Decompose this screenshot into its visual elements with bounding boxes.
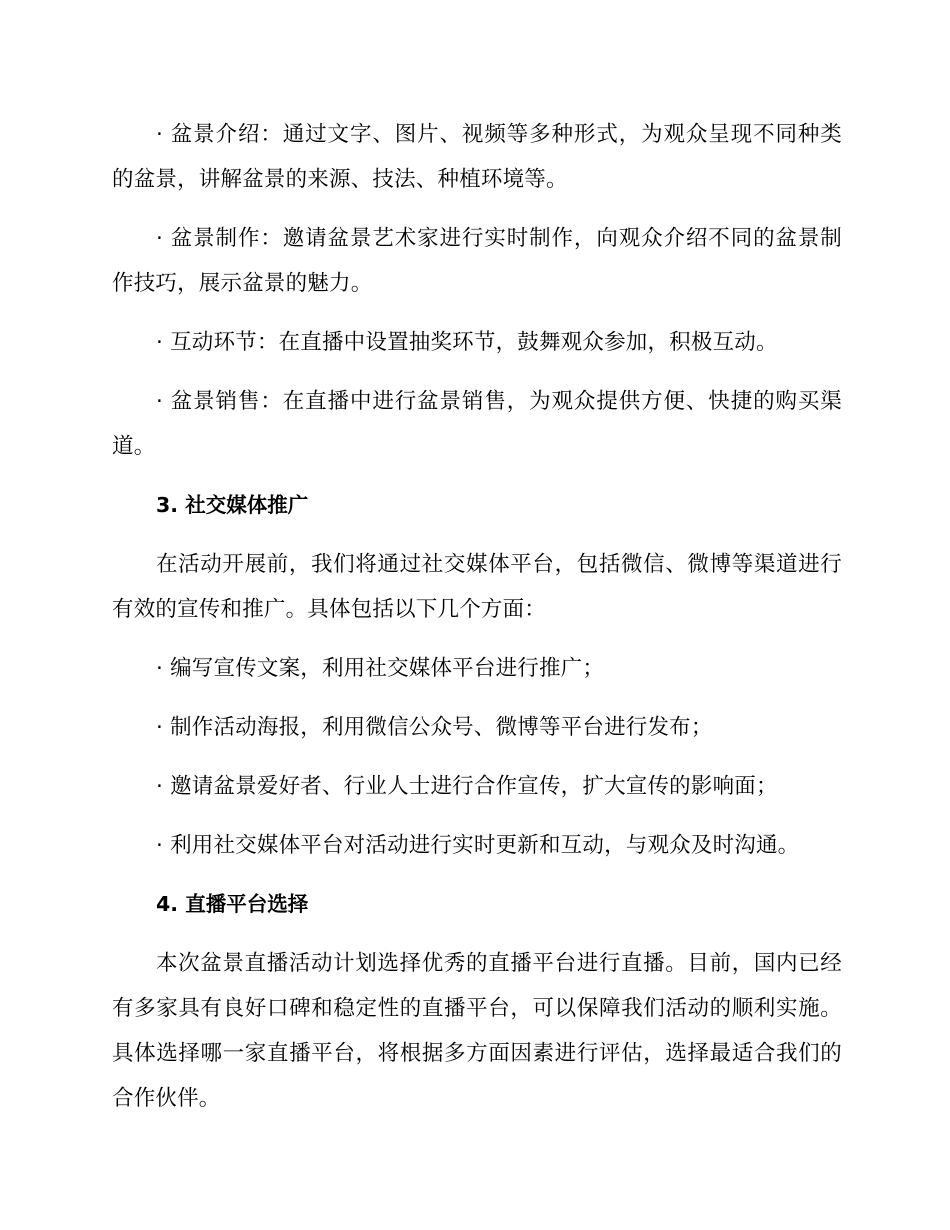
spacer xyxy=(112,632,842,646)
spacer xyxy=(112,868,842,882)
spacer xyxy=(112,927,842,941)
paragraph-social-media: 在活动开展前，我们将通过社交媒体平台，包括微信、微博等渠道进行有效的宣传和推广。具体包括以下几个方面： xyxy=(112,552,842,622)
bullet-realtime-update: · 利用社交媒体平台对活动进行实时更新和互动，与观众及时沟通。 xyxy=(156,833,800,858)
document-body xyxy=(112,112,842,1121)
bullet-interaction: · 互动环节：在直播中设置抽奖环节，鼓舞观众参加，积极互动。 xyxy=(156,330,778,355)
spacer xyxy=(112,202,842,216)
paragraph-platform: 本次盆景直播活动计划选择优秀的直播平台进行直播。目前，国内已经有多家具有良好口碑和稳定性的直播平台，可以保障我们活动的顺利实施。具体选择哪一家直播平台，将根据多方面因素进行评估，选择最适合我们的合作伙伴。 xyxy=(112,951,842,1111)
spacer xyxy=(112,469,842,483)
spacer xyxy=(112,750,842,764)
section-heading-platform: 4. 直播平台选择 xyxy=(156,892,309,916)
spacer xyxy=(112,528,842,542)
spacer xyxy=(112,365,842,379)
bullet-bonsai-sales: · 盆景销售：在直播中进行盆景销售，为观众提供方便、快捷的购买渠道。 xyxy=(112,389,842,459)
bullet-poster: · 制作活动海报，利用微信公众号、微博等平台进行发布； xyxy=(156,715,713,740)
spacer xyxy=(112,691,842,705)
bullet-bonsai-making: · 盆景制作：邀请盆景艺术家进行实时制作，向观众介绍不同的盆景制作技巧，展示盆景的魅力。 xyxy=(112,226,842,296)
spacer xyxy=(112,809,842,823)
bullet-bonsai-intro: · 盆景介绍：通过文字、图片、视频等多种形式，为观众呈现不同种类的盆景，讲解盆景的来源、技法、种植环境等。 xyxy=(112,122,842,192)
bullet-cooperation: · 邀请盆景爱好者、行业人士进行合作宣传，扩大宣传的影响面； xyxy=(156,774,778,799)
section-heading-social-media: 3. 社交媒体推广 xyxy=(156,493,309,517)
bullet-copywriting: · 编写宣传文案，利用社交媒体平台进行推广； xyxy=(156,656,605,681)
spacer xyxy=(112,306,842,320)
